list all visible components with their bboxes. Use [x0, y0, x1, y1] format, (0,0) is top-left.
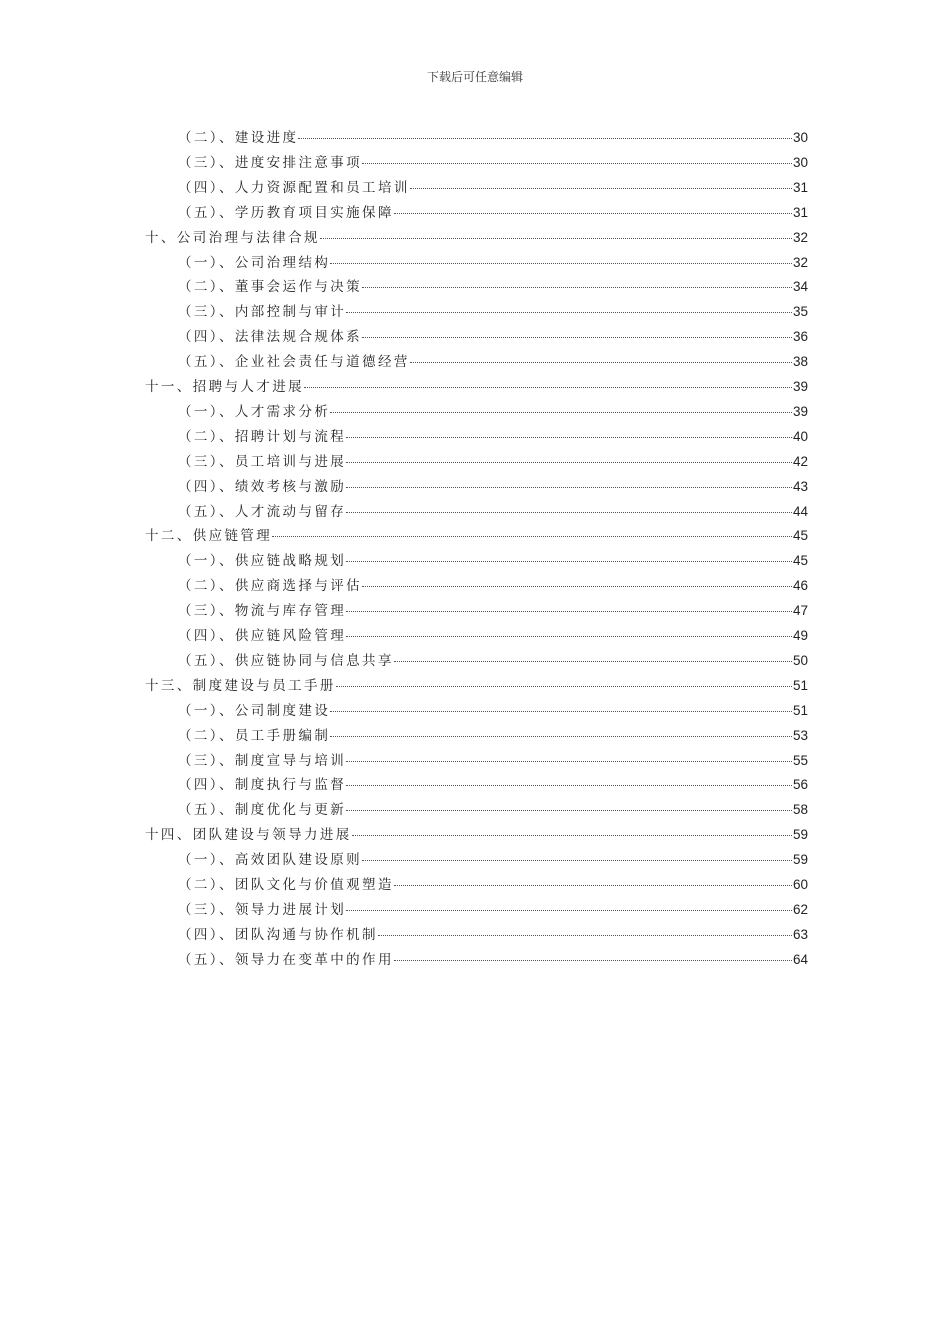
toc-dot-leader	[304, 386, 792, 388]
toc-page-number: 50	[792, 652, 808, 668]
toc-dot-leader	[394, 959, 792, 961]
toc-section-entry[interactable]	[178, 599, 808, 624]
toc-dot-leader	[330, 262, 792, 264]
toc-section-entry[interactable]	[178, 500, 808, 525]
toc-page-number: 47	[792, 603, 808, 619]
toc-section-entry[interactable]	[178, 151, 808, 176]
toc-page-number: 30	[792, 154, 808, 170]
toc-page-number: 59	[792, 852, 808, 868]
toc-entry-title: （五）、供应链协同与信息共享	[178, 652, 394, 669]
toc-chapter-entry[interactable]	[145, 823, 808, 848]
toc-chapter-entry[interactable]	[145, 674, 808, 699]
toc-page-number: 36	[792, 329, 808, 345]
toc-page-number: 38	[792, 354, 808, 370]
toc-dot-leader	[346, 909, 792, 911]
toc-section-entry[interactable]	[178, 126, 808, 151]
toc-section-entry[interactable]	[178, 699, 808, 724]
toc-section-entry[interactable]	[178, 475, 808, 500]
toc-page-number: 31	[792, 204, 808, 220]
toc-dot-leader	[272, 535, 792, 537]
toc-dot-leader	[346, 560, 792, 562]
toc-section-entry[interactable]	[178, 275, 808, 300]
toc-section-entry[interactable]	[178, 898, 808, 923]
toc-page-number: 42	[792, 453, 808, 469]
toc-section-entry[interactable]	[178, 300, 808, 325]
toc-section-entry[interactable]	[178, 549, 808, 574]
toc-page-number: 45	[792, 528, 808, 544]
toc-page-number: 63	[792, 926, 808, 942]
toc-dot-leader	[346, 461, 792, 463]
toc-section-entry[interactable]	[178, 176, 808, 201]
toc-page-number: 39	[792, 379, 808, 394]
toc-dot-leader	[394, 212, 792, 214]
toc-dot-leader	[336, 685, 792, 687]
toc-page-number: 39	[792, 403, 808, 419]
toc-entry-title: （三）、制度宣导与培训	[178, 752, 347, 769]
toc-dot-leader	[298, 137, 792, 139]
toc-section-entry[interactable]	[178, 749, 808, 774]
toc-dot-leader	[352, 834, 792, 836]
toc-entry-title: （四）、制度执行与监督	[178, 777, 347, 794]
toc-page-number: 60	[792, 877, 808, 892]
toc-section-entry[interactable]	[178, 574, 808, 599]
toc-entry-title: （三）、进度安排注意事项	[178, 154, 363, 171]
toc-page-number: 34	[792, 279, 808, 295]
toc-page-number: 49	[792, 628, 808, 643]
toc-dot-leader	[330, 710, 792, 712]
toc-dot-leader	[378, 934, 792, 936]
toc-entry-title: （二）、董事会运作与决策	[178, 279, 363, 296]
toc-page-number: 40	[792, 428, 808, 444]
toc-page-number: 30	[792, 130, 808, 145]
toc-entry-title: （二）、供应商选择与评估	[178, 578, 363, 595]
toc-dot-leader	[410, 187, 792, 189]
toc-chapter-entry[interactable]	[145, 226, 808, 251]
toc-entry-title: （三）、内部控制与审计	[178, 304, 347, 321]
toc-section-entry[interactable]	[178, 425, 808, 450]
toc-page-number: 32	[792, 254, 808, 270]
toc-section-entry[interactable]	[178, 649, 808, 674]
toc-section-entry[interactable]	[178, 325, 808, 350]
toc-entry-title: （一）、公司治理结构	[178, 254, 331, 271]
toc-entry-title: 十二、供应链管理	[145, 528, 273, 545]
toc-dot-leader	[362, 286, 792, 288]
toc-section-entry[interactable]	[178, 724, 808, 749]
toc-page-number: 31	[792, 179, 808, 195]
toc-entry-title: （二）、团队文化与价值观塑造	[178, 877, 394, 893]
toc-dot-leader	[330, 735, 792, 737]
toc-dot-leader	[346, 635, 792, 637]
toc-entry-title: （二）、建设进度	[178, 130, 299, 146]
toc-section-entry[interactable]	[178, 848, 808, 873]
toc-entry-title: （三）、物流与库存管理	[178, 603, 347, 620]
toc-entry-title: （五）、领导力在变革中的作用	[178, 951, 394, 968]
toc-entry-title: （四）、法律法规合规体系	[178, 329, 363, 346]
toc-dot-leader	[362, 162, 792, 164]
toc-dot-leader	[330, 411, 792, 413]
toc-dot-leader	[346, 436, 792, 438]
toc-page-number: 55	[792, 752, 808, 768]
toc-page-number: 51	[792, 677, 808, 693]
toc-section-entry[interactable]	[178, 450, 808, 475]
toc-section-entry[interactable]	[178, 624, 808, 649]
toc-page-number: 45	[792, 553, 808, 569]
toc-dot-leader	[410, 361, 792, 363]
toc-page-number: 32	[792, 229, 808, 245]
toc-page-number: 46	[792, 578, 808, 594]
toc-dot-leader	[362, 859, 792, 861]
toc-dot-leader	[394, 884, 792, 886]
toc-dot-leader	[346, 610, 792, 612]
toc-dot-leader	[346, 760, 792, 762]
toc-entry-title: 十三、制度建设与员工手册	[145, 677, 336, 694]
toc-chapter-entry[interactable]	[145, 524, 808, 549]
toc-entry-title: （二）、招聘计划与流程	[178, 428, 347, 445]
toc-section-entry[interactable]	[178, 923, 808, 948]
toc-section-entry[interactable]	[178, 948, 808, 973]
toc-entry-title: 十、公司治理与法律合规	[145, 229, 320, 246]
toc-page-number: 44	[792, 503, 808, 519]
toc-entry-title: （四）、绩效考核与激励	[178, 478, 347, 495]
page-header: 下载后可任意编辑	[426, 70, 523, 84]
toc-dot-leader	[346, 784, 792, 786]
toc-section-entry[interactable]	[178, 251, 808, 276]
toc-entry-title: 十一、招聘与人才进展	[145, 379, 304, 395]
toc-dot-leader	[346, 311, 792, 313]
toc-dot-leader	[346, 486, 792, 488]
toc-entry-title: （一）、高效团队建设原则	[178, 852, 363, 869]
toc-entry-title: （四）、供应链风险管理	[178, 628, 347, 644]
toc-entry-title: （五）、人才流动与留存	[178, 503, 347, 520]
toc-entry-title: （五）、制度优化与更新	[178, 802, 347, 819]
toc-section-entry[interactable]	[178, 350, 808, 375]
toc-entry-title: （五）、企业社会责任与道德经营	[178, 354, 410, 371]
toc-page-number: 62	[792, 901, 808, 917]
toc-entry-title: （一）、供应链战略规划	[178, 553, 347, 570]
toc-page-number: 59	[792, 827, 808, 843]
toc-dot-leader	[346, 809, 792, 811]
toc-dot-leader	[362, 336, 792, 338]
toc-section-entry[interactable]	[178, 773, 808, 798]
toc-page-number: 51	[792, 702, 808, 718]
toc-dot-leader	[320, 237, 792, 239]
toc-page-number: 56	[792, 777, 808, 793]
toc-entry-title: （三）、领导力进展计划	[178, 901, 347, 918]
toc-dot-leader	[346, 511, 792, 513]
toc-page-number: 35	[792, 304, 808, 320]
toc-section-entry[interactable]	[178, 201, 808, 226]
toc-section-entry[interactable]	[178, 873, 808, 898]
toc-entry-title: （一）、人才需求分析	[178, 403, 331, 420]
toc-entry-title: （三）、员工培训与进展	[178, 453, 347, 470]
toc-entry-title: 十四、团队建设与领导力进展	[145, 827, 352, 844]
toc-dot-leader	[362, 585, 792, 587]
toc-dot-leader	[394, 660, 792, 662]
toc-page-number: 53	[792, 727, 808, 743]
toc-chapter-entry[interactable]	[145, 375, 808, 400]
toc-entry-title: （二）、员工手册编制	[178, 727, 331, 744]
toc-section-entry[interactable]	[178, 798, 808, 823]
toc-entry-title: （一）、公司制度建设	[178, 702, 331, 719]
toc-entry-title: （五）、学历教育项目实施保障	[178, 204, 394, 221]
toc-page-number: 64	[792, 951, 808, 967]
toc-entry-title: （四）、人力资源配置和员工培训	[178, 179, 410, 196]
toc-section-entry[interactable]	[178, 400, 808, 425]
toc-page-number: 43	[792, 478, 808, 494]
toc-page-number: 58	[792, 802, 808, 818]
toc-entry-title: （四）、团队沟通与协作机制	[178, 926, 378, 943]
